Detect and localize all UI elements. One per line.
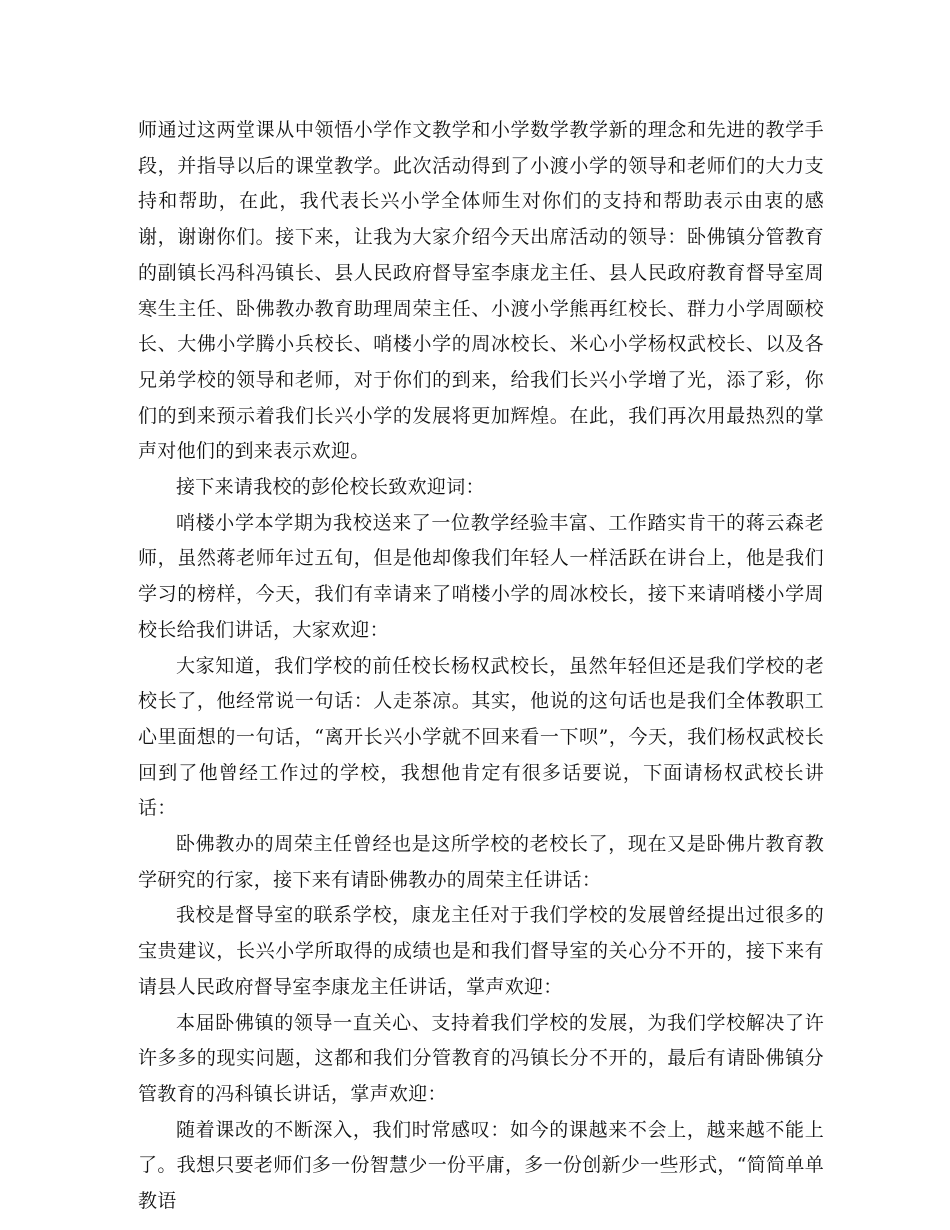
- paragraph-7: 本届卧佛镇的领导一直关心、支持着我们学校的发展，为我们学校解决了许许多多的现实问题，这都和我们分管教育的冯镇长分不开的，最后有请卧佛镇分管教育的冯科镇长讲话，掌声欢迎：: [138, 1011, 824, 1105]
- paragraph-4: 大家知道，我们学校的前任校长杨权武校长，虽然年轻但还是我们学校的老校长了，他经常说一句话：人走茶凉。其实，他说的这句话也是我们全体教职工心里面想的一句话，“离开长兴小学就不回来看一下呗”，今天，我们杨权武校长回到了他曾经工作过的学校，我想他肯定有很多话要说，下面请杨权武校长讲话：: [138, 654, 824, 820]
- paragraph-1: 师通过这两堂课从中领悟小学作文教学和小学数学教学新的理念和先进的教学手段，并指导以后的课堂教学。此次活动得到了小渡小学的领导和老师们的大力支持和帮助，在此，我代表长兴小学全体师生对你们的支持和帮助表示由衷的感谢，谢谢你们。接下来，让我为大家介绍今天出席活动的领导：卧佛镇分管教育的副镇长冯科冯镇长、县人民政府督导室李康龙主任、县人民政府教育督导室周寒生主任、卧佛教办教育助理周荣主任、小渡小学熊再红校长、群力小学周颐校长、大佛小学腾小兵校长、哨楼小学的周冰校长、米心小学杨权武校长、以及各兄弟学校的领导和老师，对于你们的到来，给我们长兴小学增了光，添了彩，你们的到来预示着我们长兴小学的发展将更加辉煌。在此，我们再次用最热烈的掌声对他们的到来表示欢迎。: [138, 119, 824, 463]
- paragraph-3: 哨楼小学本学期为我校送来了一位教学经验丰富、工作踏实肯干的蒋云森老师，虽然蒋老师年过五旬，但是他却像我们年轻人一样活跃在讲台上，他是我们学习的榜样，今天，我们有幸请来了哨楼小学的周冰校长，接下来请哨楼小学周校长给我们讲话，大家欢迎：: [138, 511, 824, 641]
- paragraph-2: 接下来请我校的彭伦校长致欢迎词：: [176, 476, 485, 499]
- paragraph-5: 卧佛教办的周荣主任曾经也是这所学校的老校长了，现在又是卧佛片教育教学研究的行家，接下来有请卧佛教办的周荣主任讲话：: [138, 833, 824, 891]
- document-body: [138, 113, 824, 1220]
- paragraph-8: 随着课改的不断深入，我们时常感叹：如今的课越来不会上，越来越不能上了。我想只要老师们多一份智慧少一份平庸，多一份创新少一些形式，“简简单单教语: [138, 1118, 824, 1213]
- paragraph-6: 我校是督导室的联系学校，康龙主任对于我们学校的发展曾经提出过很多的宝贵建议，长兴小学所取得的成绩也是和我们督导室的关心分不开的，接下来有请县人民政府督导室李康龙主任讲话，掌声欢迎：: [138, 904, 824, 998]
